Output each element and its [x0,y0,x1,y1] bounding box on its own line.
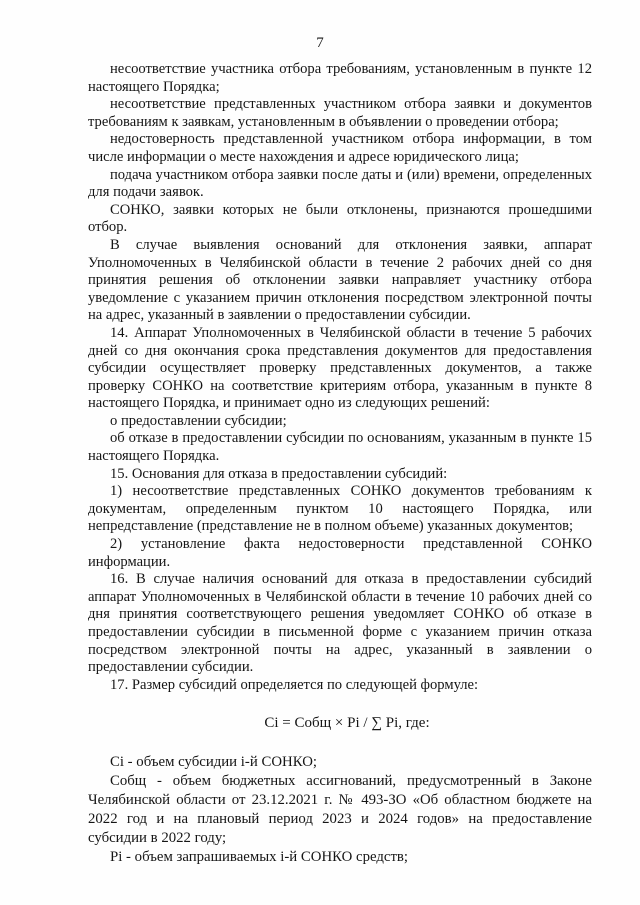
paragraph: 16. В случае наличия оснований для отказа в предоставлении субсидий аппарат Уполномоченных в Челябинской области в течение 10 рабочих дней со дня принятия соответствующего решения уведомляет СОНКО об отказе в предоставлении субсидии в письменной форме с указанием причин отказа посредством электронной почты на адрес, указанный в заявлении о предоставлении субсидии. [88,571,592,676]
paragraph: о предоставлении субсидии; [110,412,287,429]
paragraph: 1) несоответствие представленных СОНКО документов требованиям к документам, определенным пунктом 10 настоящего Порядка, или непредставление (представление не в полном объеме) указанных документов; [88,483,592,535]
paragraph: В случае выявления оснований для отклонения заявки, аппарат Уполномоченных в Челябинской области в течение 2 рабочих дней со дня принятия решения об отклонении заявки направляет участнику отбора уведомление с указанием причин отклонения посредством электронной почты на адрес, указанный в заявлении о предоставлении субсидии. [88,236,592,324]
definition-item: Собщ - объем бюджетных ассигнований, предусмотренный в Законе Челябинской области от 23.12.2021 г. № 493-ЗО «Об областном бюджете на 2022 год и на плановый период 2023 и 2024 годов» на предоставление субсидии в 2022 году; [88,772,592,846]
paragraph: недостоверность представленной участником отбора информации, в том числе информации о месте нахождения и адресе юридического лица; [88,131,592,165]
paragraph: 17. Размер субсидий определяется по следующей формуле: [110,676,479,693]
paragraph: об отказе в предоставлении субсидии по основаниям, указанным в пункте 15 настоящего Порядка. [88,430,592,465]
paragraph: СОНКО, заявки которых не были отклонены, признаются прошедшими отбор. [88,201,592,236]
paragraph: несоответствие представленных участником отбора заявки и документов требованиям к заявкам, установленным в объявлении о проведении отбора; [88,96,592,130]
document-body [88,61,592,867]
subsidy-formula: Сi = Собщ × Pi / ∑ Pi, где: [264,715,430,732]
paragraph: несоответствие участника отбора требованиям, установленным в пункте 12 настоящего Порядка; [88,61,592,95]
paragraph: 14. Аппарат Уполномоченных в Челябинской области в течение 5 рабочих дней со дня окончания срока представления документов для предоставления субсидии осуществляет проверку представленных документов, а также проверку СОНКО на соответствие критериям отбора, указанным в пункте 8 настоящего Порядка, и принимает одно из следующих решений: [88,324,592,412]
paragraph: 2) установление факта недостоверности представленной СОНКО информации. [88,536,592,570]
page-number: 7 [316,35,324,51]
formula-definitions [88,753,592,867]
definition-item: Сi - объем субсидии i-й СОНКО; [110,753,317,770]
paragraph: подача участником отбора заявки после даты и (или) времени, определенных для подачи заявок. [88,166,592,201]
paragraph: 15. Основания для отказа в предоставлении субсидий: [110,465,448,482]
definition-item: Pi - объем запрашиваемых i-й СОНКО средств; [110,848,409,865]
